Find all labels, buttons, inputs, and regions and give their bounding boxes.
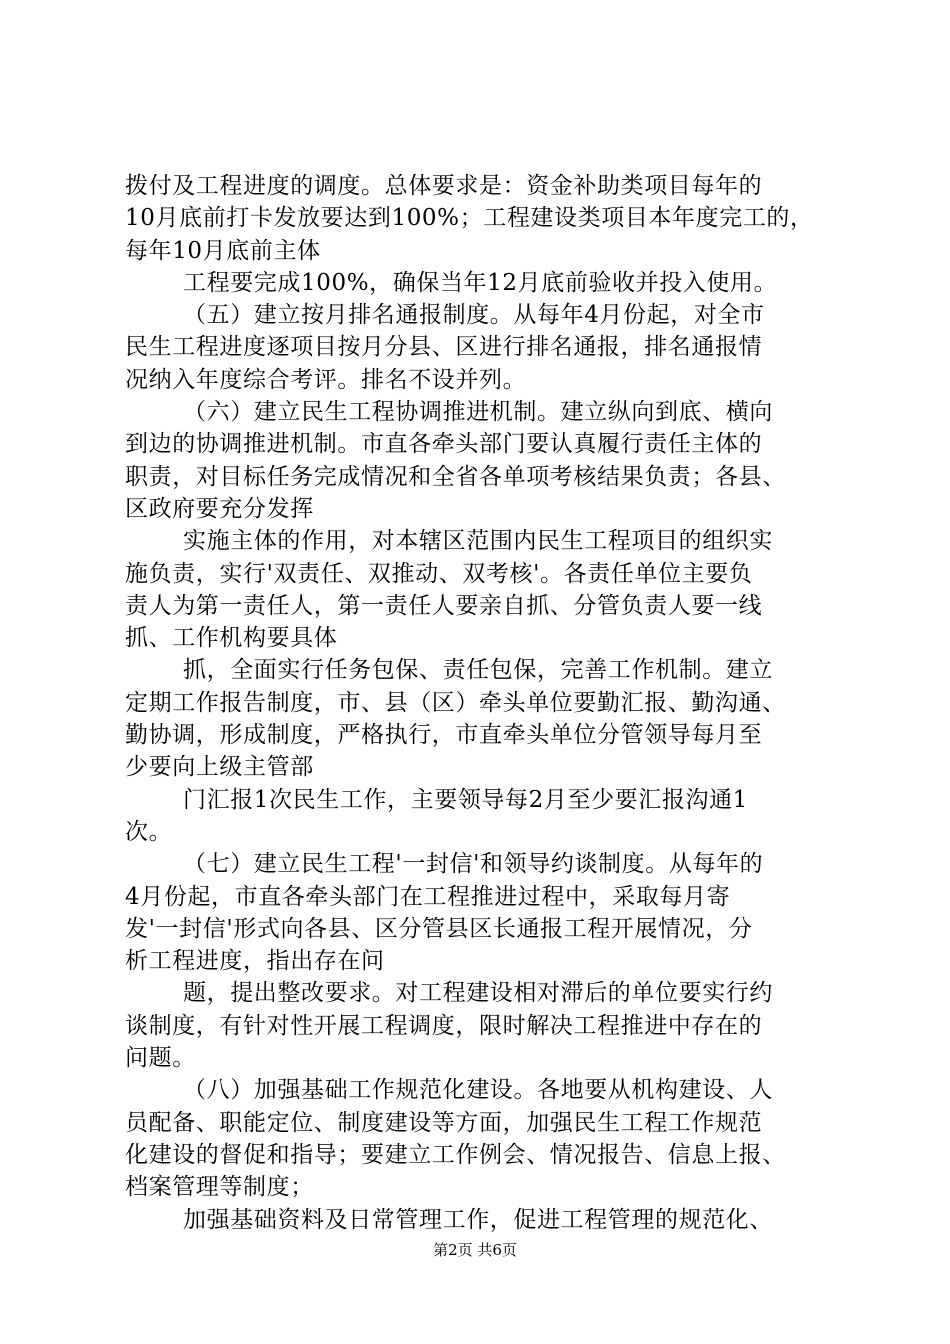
text-line: 区政府要充分发挥 [125, 495, 314, 522]
text-line: 实施主体的作用，对本辖区范围内民生工程项目的组织实 [183, 528, 773, 555]
text-line: 勤协调，形成制度，严格执行，市直牵头单位分管领导每月至 [125, 722, 763, 749]
text-line: 施负责，实行'双责任、双推动、双考核'。各责任单位主要负 [125, 560, 753, 587]
text-line: 4月份起，市直各牵头部门在工程推进过程中，采取每月寄 [125, 883, 731, 910]
text-line: 析工程进度，指出存在问 [125, 948, 385, 975]
text-line: 定期工作报告制度，市、县（区）牵头单位要勤汇报、勤沟通、 [125, 689, 786, 716]
text-line: 况纳入年度综合考评。排名不设并列。 [125, 366, 527, 393]
text-line: 到边的协调推进机制。市直各牵头部门要认真履行责任主体的 [125, 431, 763, 458]
text-line: 抓，全面实行任务包保、责任包保，完善工作机制。建立 [183, 657, 773, 684]
text-line: 10月底前打卡发放要达到100%；工程建设类项目本年度完工的， [125, 205, 814, 232]
text-line: 门汇报1次民生工作，主要领导每2月至少要汇报沟通1 [183, 786, 748, 813]
text-line: 每年10月底前主体 [125, 237, 321, 264]
document-body [125, 170, 840, 1236]
text-line: 职责，对目标任务完成情况和全省各单项考核结果负责；各县、 [125, 463, 786, 490]
text-line: 档案管理等制度； [125, 1174, 314, 1201]
text-line: 化建设的督促和指导；要建立工作例会、情况报告、信息上报、 [125, 1141, 786, 1168]
text-line: （七）建立民生工程'一封信'和领导约谈制度。从每年的 [183, 851, 764, 878]
text-line: 员配备、职能定位、制度建设等方面，加强民生工程工作规范 [125, 1109, 763, 1136]
text-line: 责人为第一责任人，第一责任人要亲自抓、分管负责人要一线 [125, 592, 763, 619]
text-line: 问题。 [125, 1045, 196, 1072]
text-line: 加强基础资料及日常管理工作，促进工程管理的规范化、 [183, 1206, 773, 1233]
text-line: （六）建立民生工程协调推进机制。建立纵向到底、横向 [183, 399, 773, 426]
text-line: 题，提出整改要求。对工程建设相对滞后的单位要实行约 [183, 980, 773, 1007]
text-line: 次。 [125, 818, 173, 845]
text-line: 拨付及工程进度的调度。总体要求是：资金补助类项目每年的 [125, 173, 763, 199]
text-line: （五）建立按月排名通报制度。从每年4月份起，对全市 [183, 302, 765, 329]
text-line: 发'一封信'形式向各县、区分管县区长通报工程开展情况，分 [125, 915, 753, 942]
text-line: 工程要完成100%，确保当年12月底前验收并投入使用。 [183, 269, 778, 296]
text-line: 少要向上级主管部 [125, 754, 314, 781]
page-number-footer: 第2页 共6页 [433, 1241, 517, 1259]
text-line: 谈制度，有针对性开展工程调度，限时解决工程推进中存在的 [125, 1012, 763, 1039]
text-line: 抓、工作机构要具体 [125, 625, 338, 652]
text-line: 民生工程进度逐项目按月分县、区进行排名通报，排名通报情 [125, 334, 763, 361]
text-line: （八）加强基础工作规范化建设。各地要从机构建设、人 [183, 1077, 773, 1104]
